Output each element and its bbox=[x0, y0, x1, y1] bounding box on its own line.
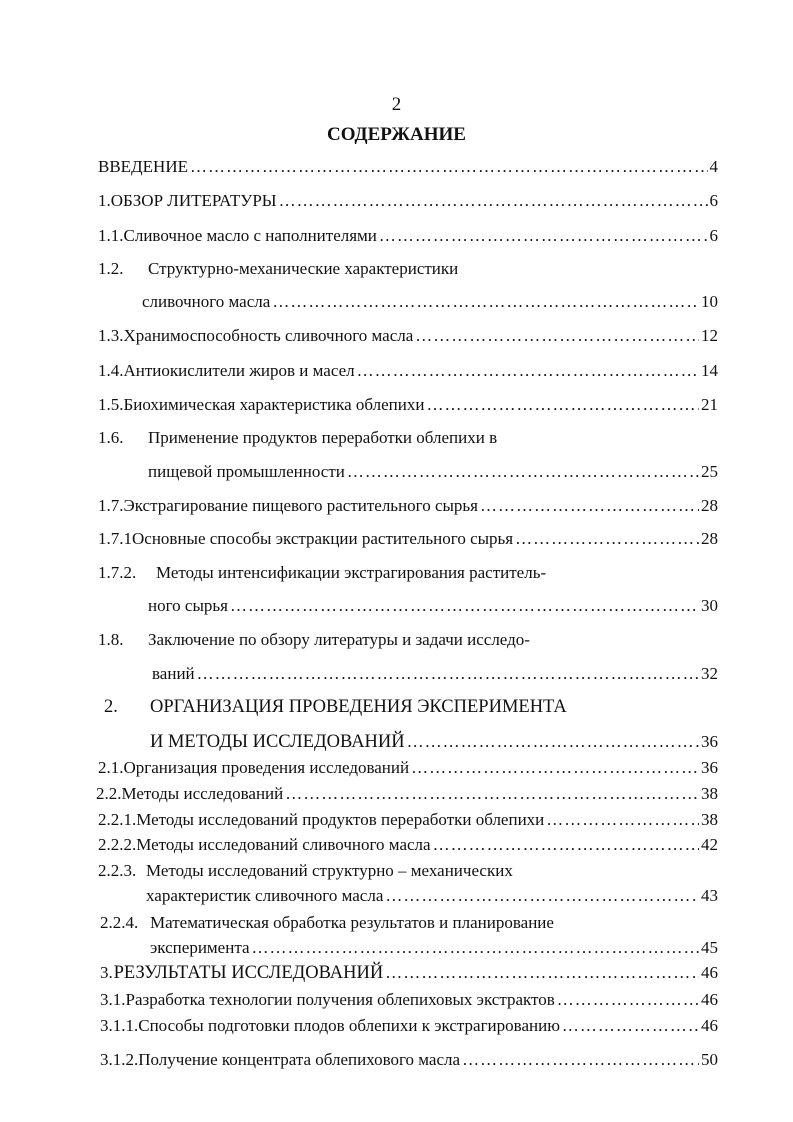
toc-leader-dots bbox=[407, 732, 699, 752]
toc-entry-page: 10 bbox=[701, 292, 718, 311]
toc-entry-text: сливочного масла bbox=[142, 292, 271, 311]
toc-leader-dots bbox=[411, 758, 699, 778]
toc-entry-text: Организация проведения исследований bbox=[123, 758, 410, 777]
toc-entry bbox=[98, 861, 718, 883]
toc-entry-page: 21 bbox=[701, 395, 718, 414]
toc-entry-page: 6 bbox=[709, 191, 718, 210]
toc-entry-text: Применение продуктов переработки облепихи в bbox=[148, 428, 498, 447]
toc-entry-text: РЕЗУЛЬТАТЫ ИССЛЕДОВАНИЙ bbox=[113, 963, 384, 983]
toc-entry-number: 2.1. bbox=[98, 758, 124, 777]
toc-entry-page: 28 bbox=[701, 496, 718, 515]
toc-entry bbox=[142, 292, 718, 314]
toc-entry-text: Биохимическая характеристика облепихи bbox=[123, 395, 425, 414]
toc-leader-dots bbox=[546, 810, 699, 830]
toc-leader-dots bbox=[515, 529, 699, 549]
toc-entry bbox=[98, 326, 718, 348]
toc-entry-text: ВВЕДЕНИЕ bbox=[98, 157, 188, 176]
toc-entry-number: 2.2.4. bbox=[100, 913, 139, 932]
toc-entry bbox=[98, 810, 718, 832]
toc-entry-page: 32 bbox=[701, 664, 718, 683]
toc-entry bbox=[148, 462, 718, 484]
toc-leader-dots bbox=[562, 1016, 699, 1036]
toc-entry-text: ОРГАНИЗАЦИЯ ПРОВЕДЕНИЯ ЭКСПЕРИМЕНТА bbox=[150, 697, 567, 717]
toc-entry bbox=[98, 395, 718, 417]
toc-entry bbox=[98, 835, 718, 857]
toc-entry-number: 2.2.2. bbox=[98, 835, 137, 854]
toc-entry-text: Методы исследований продуктов переработки облепихи bbox=[136, 810, 545, 829]
toc-entry-number: 1.5. bbox=[98, 395, 124, 414]
toc-entry bbox=[98, 361, 718, 383]
toc-entry bbox=[98, 758, 718, 780]
toc-leader-dots bbox=[357, 361, 699, 381]
toc-entry-number: 1.2. bbox=[98, 259, 124, 278]
toc-entry-number: 1.7.2. bbox=[98, 563, 137, 582]
toc-entry-page: 6 bbox=[709, 226, 718, 245]
toc-entry bbox=[100, 990, 718, 1012]
toc-entry-page: 28 bbox=[701, 529, 718, 548]
toc-entry-number: 1.6. bbox=[98, 428, 124, 447]
toc-entry-page: 14 bbox=[701, 361, 718, 380]
toc-entry-text: Получение концентрата облепихового масла bbox=[138, 1050, 461, 1069]
toc-entry bbox=[100, 1016, 718, 1038]
toc-leader-dots bbox=[379, 226, 708, 246]
toc-entry-page: 46 bbox=[701, 963, 718, 982]
toc-entry bbox=[152, 664, 718, 686]
toc-leader-dots bbox=[285, 784, 699, 804]
toc-entry-text: Разработка технологии получения облепиховых экстрактов bbox=[125, 990, 555, 1009]
toc-leader-dots bbox=[197, 664, 699, 684]
toc-entry-page: 42 bbox=[701, 835, 718, 854]
toc-leader-dots bbox=[426, 395, 699, 415]
toc-entry-number: 2.2. bbox=[96, 784, 122, 803]
toc-entry-page: 45 bbox=[701, 938, 718, 957]
toc-leader-dots bbox=[480, 496, 699, 516]
toc-entry-number: 3.1. bbox=[100, 990, 126, 1009]
toc-entry-number: 1.3. bbox=[98, 326, 124, 345]
toc-leader-dots bbox=[252, 938, 699, 958]
toc-entry-page: 38 bbox=[701, 810, 718, 829]
toc-entry bbox=[98, 428, 718, 450]
toc-entry-text: И МЕТОДЫ ИССЛЕДОВАНИЙ bbox=[150, 732, 405, 752]
toc-entry bbox=[98, 259, 718, 281]
toc-entry bbox=[100, 913, 718, 935]
toc-entry-text: эксперимента bbox=[150, 938, 250, 957]
toc-leader-dots bbox=[279, 191, 708, 211]
toc-entry-number: 1.7. bbox=[98, 496, 124, 515]
toc-entry-text: ОБЗОР ЛИТЕРАТУРЫ bbox=[110, 191, 277, 210]
toc-entry bbox=[104, 697, 718, 719]
toc-entry bbox=[96, 784, 718, 806]
toc-entry-text: ваний bbox=[152, 664, 195, 683]
toc-entry-text: Методы исследований bbox=[121, 784, 284, 803]
toc-leader-dots bbox=[230, 596, 699, 616]
toc-entry bbox=[98, 563, 718, 585]
toc-entry-number: 1.4. bbox=[98, 361, 124, 380]
toc-entry-number: 1.1. bbox=[98, 226, 124, 245]
toc-entry-page: 36 bbox=[701, 758, 718, 777]
toc-leader-dots bbox=[190, 157, 708, 177]
toc-entry-number: 1.8. bbox=[98, 630, 124, 649]
toc-entry-page: 38 bbox=[701, 784, 718, 803]
toc-entry-page: 50 bbox=[701, 1050, 718, 1069]
toc-entry bbox=[98, 529, 718, 551]
toc-entry-number: 1. bbox=[98, 191, 111, 210]
toc-leader-dots bbox=[385, 963, 699, 983]
toc-entry-number: 3.1.2. bbox=[100, 1050, 139, 1069]
toc-entry bbox=[100, 1050, 718, 1072]
toc-entry bbox=[98, 191, 718, 213]
page-number: 2 bbox=[391, 94, 402, 115]
toc-entry-number: 2.2.1. bbox=[98, 810, 137, 829]
toc-leader-dots bbox=[415, 326, 699, 346]
toc-entry-text: пищевой промышленности bbox=[148, 462, 345, 481]
toc-entry-number: 1.7.1 bbox=[98, 529, 132, 548]
toc-leader-dots bbox=[433, 835, 699, 855]
toc-leader-dots bbox=[557, 990, 699, 1010]
toc-entry-text: Антиокислители жиров и масел bbox=[123, 361, 355, 380]
toc-entry-text: Сливочное масло с наполнителями bbox=[123, 226, 377, 245]
toc-entry-text: Методы интенсификации экстрагирования раститель- bbox=[156, 563, 547, 582]
toc-entry-text: Математическая обработка результатов и планирование bbox=[150, 913, 554, 932]
toc-entry-text: Структурно-механические характеристики bbox=[148, 259, 459, 278]
toc-entry-number: 3. bbox=[100, 963, 113, 982]
toc-entry-page: 25 bbox=[701, 462, 718, 481]
toc-entry-page: 46 bbox=[701, 1016, 718, 1035]
page-title: СОДЕРЖАНИЕ bbox=[327, 124, 466, 145]
toc-entry-page: 30 bbox=[701, 596, 718, 615]
toc-leader-dots bbox=[272, 292, 699, 312]
toc-entry bbox=[98, 630, 718, 652]
toc-entry bbox=[146, 886, 718, 908]
toc-entry bbox=[150, 938, 718, 960]
toc-entry-page: 12 bbox=[701, 326, 718, 345]
toc-entry-text: характеристик сливочного масла bbox=[146, 886, 384, 905]
toc-entry bbox=[148, 596, 718, 618]
toc-entry-page: 36 bbox=[701, 732, 718, 751]
toc-entry-text: ного сырья bbox=[148, 596, 228, 615]
toc-entry-number: 2.2.3. bbox=[98, 861, 137, 880]
toc-entry bbox=[98, 226, 718, 248]
toc-leader-dots bbox=[347, 462, 699, 482]
toc-entry bbox=[98, 157, 718, 179]
toc-entry-text: Способы подготовки плодов облепихи к экстрагированию bbox=[138, 1016, 560, 1035]
toc-entry-number: 2. bbox=[104, 697, 118, 717]
toc-entry bbox=[98, 496, 718, 518]
toc-entry-number: 3.1.1. bbox=[100, 1016, 139, 1035]
toc-entry bbox=[150, 732, 718, 754]
toc-entry-text: Заключение по обзору литературы и задачи исследо- bbox=[148, 630, 530, 649]
toc-leader-dots bbox=[462, 1050, 699, 1070]
toc-entry-text: Экстрагирование пищевого растительного сырья bbox=[123, 496, 479, 515]
toc-entry-text: Основные способы экстракции растительного сырья bbox=[132, 529, 514, 548]
toc-leader-dots bbox=[385, 886, 699, 906]
toc-entry-text: Хранимоспособность сливочного масла bbox=[123, 326, 414, 345]
toc-entry-page: 4 bbox=[709, 157, 718, 176]
toc-entry bbox=[100, 963, 718, 985]
toc-entry-text: Методы исследований структурно – механических bbox=[146, 861, 513, 880]
toc-entry-page: 43 bbox=[701, 886, 718, 905]
toc-entry-text: Методы исследований сливочного масла bbox=[136, 835, 431, 854]
toc-entry-page: 46 bbox=[701, 990, 718, 1009]
